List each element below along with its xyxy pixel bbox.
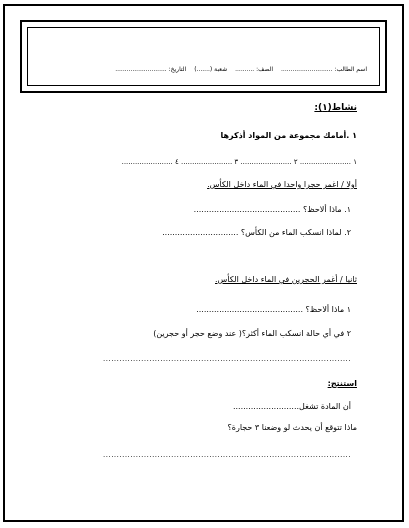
date-field[interactable]: التاريخ: ...........................	[115, 66, 187, 73]
part-2-answer-blank[interactable]: ...........................................................................................	[103, 355, 351, 363]
header-fields	[115, 66, 367, 73]
division-field[interactable]: شعبة (.......)	[194, 66, 228, 73]
predict-question: ماذا تتوقع أن يحدث لو وضعنا ٣ حجارة؟	[227, 423, 357, 432]
question-1: ١ .أمامك مجموعة من المواد أذكرها	[220, 131, 357, 140]
conclude-title: استنتج:	[327, 379, 357, 388]
predict-answer-blank[interactable]: ...........................................................................................	[103, 451, 351, 459]
part-1-question-2: ٢. لماذا انسكب الماء من الكأس؟ ..............................	[162, 228, 351, 237]
part-2-title: ثانيا / أغمر الحجرين في الماء داخل الكأس.	[215, 275, 357, 284]
activity-title: نشاط(١):	[314, 103, 357, 113]
part-2-question-2: ٢ في أي حالة انسكب الماء أكثر؟( عند وضع حجر أو حجرين)	[153, 329, 351, 338]
header-inner-frame	[27, 27, 380, 86]
part-1-question-1: ١. ماذا ألاحظ؟ ..........................................	[193, 205, 351, 214]
part-1-title: أولا / اغمر حجرا واحدا في الماء داخل الكأس.	[207, 180, 357, 189]
header-box	[20, 20, 387, 93]
part-2-question-1: ١ ماذا ألاحظ؟ ..........................................	[196, 305, 351, 314]
conclude-line: أن المادة تشغل..........................	[232, 402, 351, 411]
name-field[interactable]: اسم الطالب: ...........................	[281, 66, 367, 73]
question-1-blanks[interactable]: ١ ....................... ٢ ....................... ٣ ....................... ٤ .......................	[121, 158, 357, 166]
class-field[interactable]: الصف: ..........	[235, 66, 274, 73]
